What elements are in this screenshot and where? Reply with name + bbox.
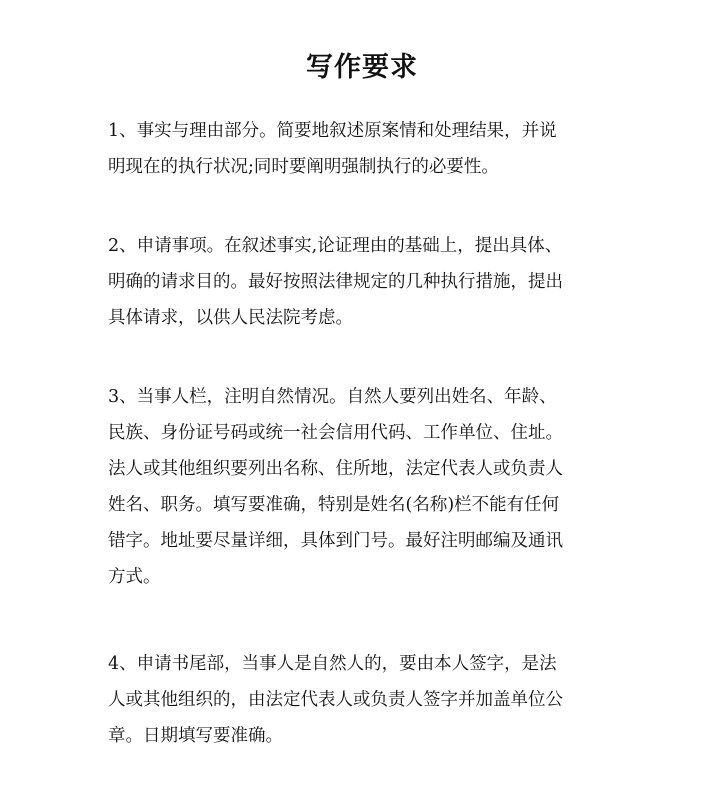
paragraph-line: 人或其他组织的，由法定代表人或负责人签字并加盖单位公: [108, 690, 563, 710]
paragraph-line: 明确的请求目的。最好按照法律规定的几种执行措施，提出: [108, 272, 563, 292]
paragraph-line: 1、事实与理由部分。简要地叙述原案情和处理结果，并说: [108, 121, 557, 141]
paragraph-3: [108, 379, 628, 595]
paragraph-2: [108, 228, 628, 336]
paragraph-line: 3、当事人栏，注明自然情况。自然人要列出姓名、年龄、: [108, 387, 557, 407]
paragraph-line: 法人或其他组织要列出名称、住所地，法定代表人或负责人: [108, 459, 563, 479]
paragraph-line: 方式。: [108, 567, 161, 587]
paragraph-line: 错字。地址要尽量详细，具体到门号。最好注明邮编及通讯: [108, 531, 563, 551]
paragraph-line: 明现在的执行状况;同时要阐明强制执行的必要性。: [108, 157, 499, 177]
paragraph-line: 4、申请书尾部，当事人是自然人的，要由本人签字，是法: [108, 654, 557, 674]
paragraph-1: [108, 113, 628, 185]
paragraph-line: 具体请求，以供人民法院考虑。: [108, 308, 353, 328]
page-title: 写作要求: [306, 52, 418, 83]
paragraph-line: 2、申请事项。在叙述事实,论证理由的基础上，提出具体、: [108, 236, 563, 256]
paragraph-line: 民族、身份证号码或统一社会信用代码、工作单位、住址。: [108, 423, 563, 443]
paragraph-4: [108, 646, 628, 754]
paragraph-line: 姓名、职务。填写要准确，特别是姓名(名称)栏不能有任何: [108, 495, 560, 515]
paragraph-line: 章。日期填写要准确。: [108, 726, 283, 746]
